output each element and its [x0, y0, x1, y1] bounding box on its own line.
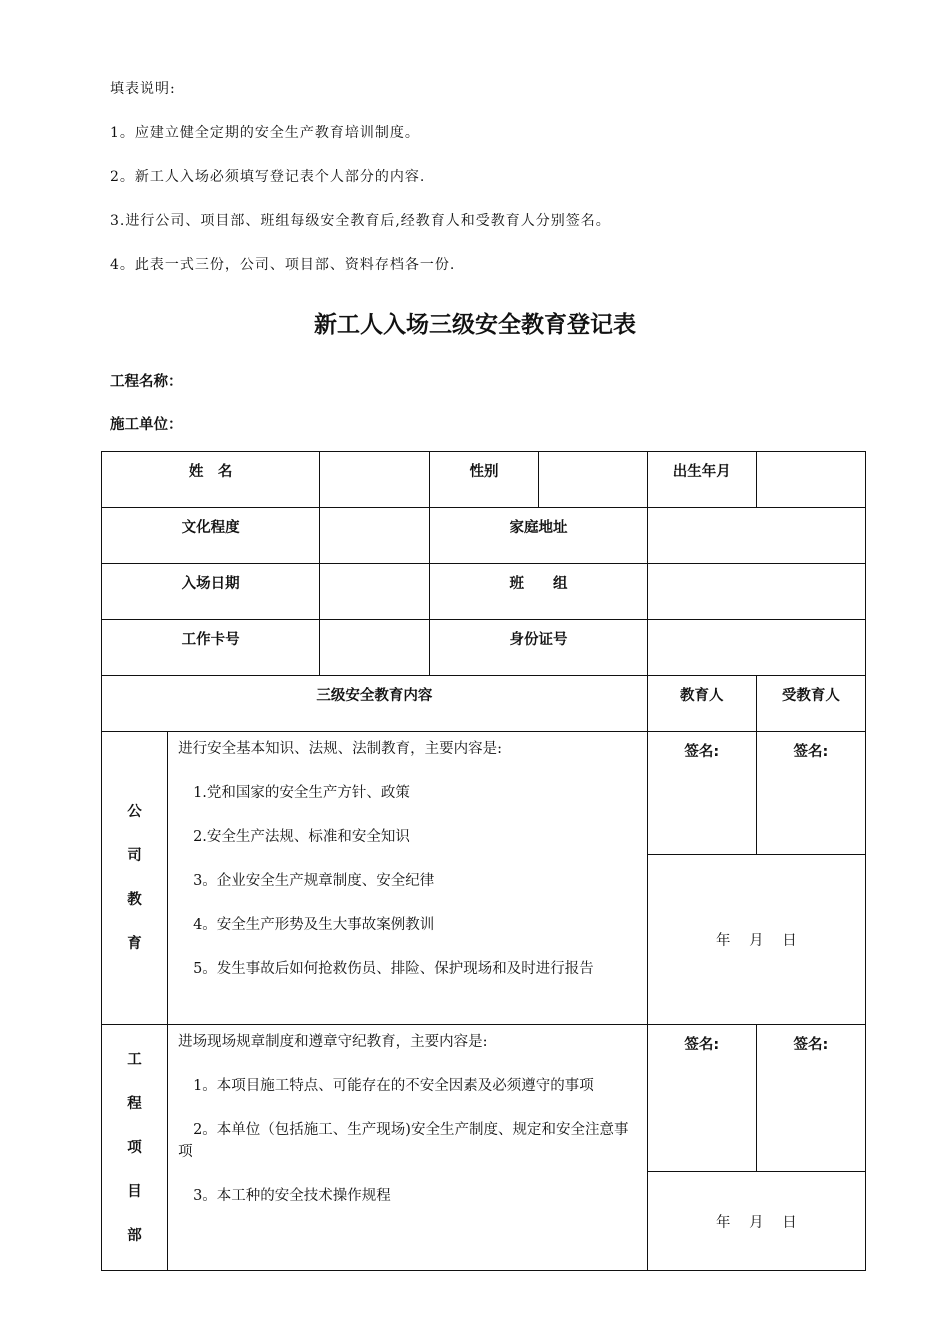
project-sign-date[interactable]: 年 月 日 — [647, 1172, 865, 1271]
work-card-label: 工作卡号 — [102, 620, 320, 676]
registration-table — [101, 451, 866, 1271]
gender-field[interactable] — [538, 452, 647, 508]
education-level-label: 文化程度 — [102, 508, 320, 564]
content-item: 1.党和国家的安全生产方针、政策 — [193, 785, 410, 801]
team-field[interactable] — [647, 564, 865, 620]
company-educatee-signature[interactable]: 签名: — [756, 732, 865, 855]
instruction-item: 3.进行公司、项目部、班组每级安全教育后,经教育人和受教育人分别签名。 — [110, 213, 611, 229]
education-level-field[interactable] — [320, 508, 430, 564]
content-item: 3。本工种的安全技术操作规程 — [193, 1188, 391, 1204]
instructions-heading: 填表说明: — [110, 81, 176, 97]
birth-date-field[interactable] — [756, 452, 865, 508]
education-content-header: 三级安全教育内容 — [102, 676, 648, 732]
content-item: 4。安全生产形势及生大事故案例教训 — [193, 917, 435, 933]
content-item: 1。本项目施工特点、可能存在的不安全因素及必须遵守的事项 — [193, 1078, 594, 1094]
educatee-header: 受教育人 — [756, 676, 865, 732]
entry-date-label: 入场日期 — [102, 564, 320, 620]
company-educator-signature[interactable]: 签名: — [647, 732, 756, 855]
home-address-label: 家庭地址 — [430, 508, 647, 564]
work-card-field[interactable] — [320, 620, 430, 676]
name-label: 姓 名 — [102, 452, 320, 508]
project-name-label: 工程名称： — [110, 374, 183, 390]
instruction-item: 2。新工人入场必须填写登记表个人部分的内容. — [110, 169, 426, 185]
id-number-field[interactable] — [647, 620, 865, 676]
company-sign-date[interactable]: 年 月 日 — [647, 855, 865, 1025]
construction-unit-label: 施工单位： — [110, 417, 183, 433]
project-educator-signature[interactable]: 签名: — [647, 1025, 756, 1172]
id-number-label: 身份证号 — [430, 620, 647, 676]
content-item: 2.安全生产法规、标准和安全知识 — [193, 829, 410, 845]
gender-label: 性别 — [430, 452, 538, 508]
educator-header: 教育人 — [647, 676, 756, 732]
project-dept-education-content — [168, 1025, 648, 1271]
birth-date-label: 出生年月 — [647, 452, 756, 508]
instruction-item: 1。应建立健全定期的安全生产教育培训制度。 — [110, 125, 420, 141]
content-intro: 进行安全基本知识、法规、法制教育，主要内容是: — [178, 741, 502, 757]
content-intro: 进场现场规章制度和遵章守纪教育，主要内容是: — [178, 1034, 488, 1050]
filling-instructions — [110, 78, 611, 298]
content-item: 3。企业安全生产规章制度、安全纪律 — [193, 873, 435, 889]
name-field[interactable] — [320, 452, 430, 508]
home-address-field[interactable] — [647, 508, 865, 564]
project-dept-education-label: 工 程 项 目 部 — [102, 1025, 168, 1271]
company-education-content — [168, 732, 648, 1025]
company-education-label: 公 司 教 育 — [102, 732, 168, 1025]
team-label: 班 组 — [430, 564, 647, 620]
instruction-item: 4。此表一式三份，公司、项目部、资料存档各一份. — [110, 257, 456, 273]
content-item: 5。发生事故后如何抢救伤员、排险、保护现场和及时进行报告 — [193, 961, 594, 977]
form-title: 新工人入场三级安全教育登记表 — [314, 312, 636, 338]
content-item: 2。本单位（包括施工、生产现场)安全生产制度、规定和安全注意事项 — [178, 1122, 629, 1160]
entry-date-field[interactable] — [320, 564, 430, 620]
project-educatee-signature[interactable]: 签名: — [756, 1025, 865, 1172]
